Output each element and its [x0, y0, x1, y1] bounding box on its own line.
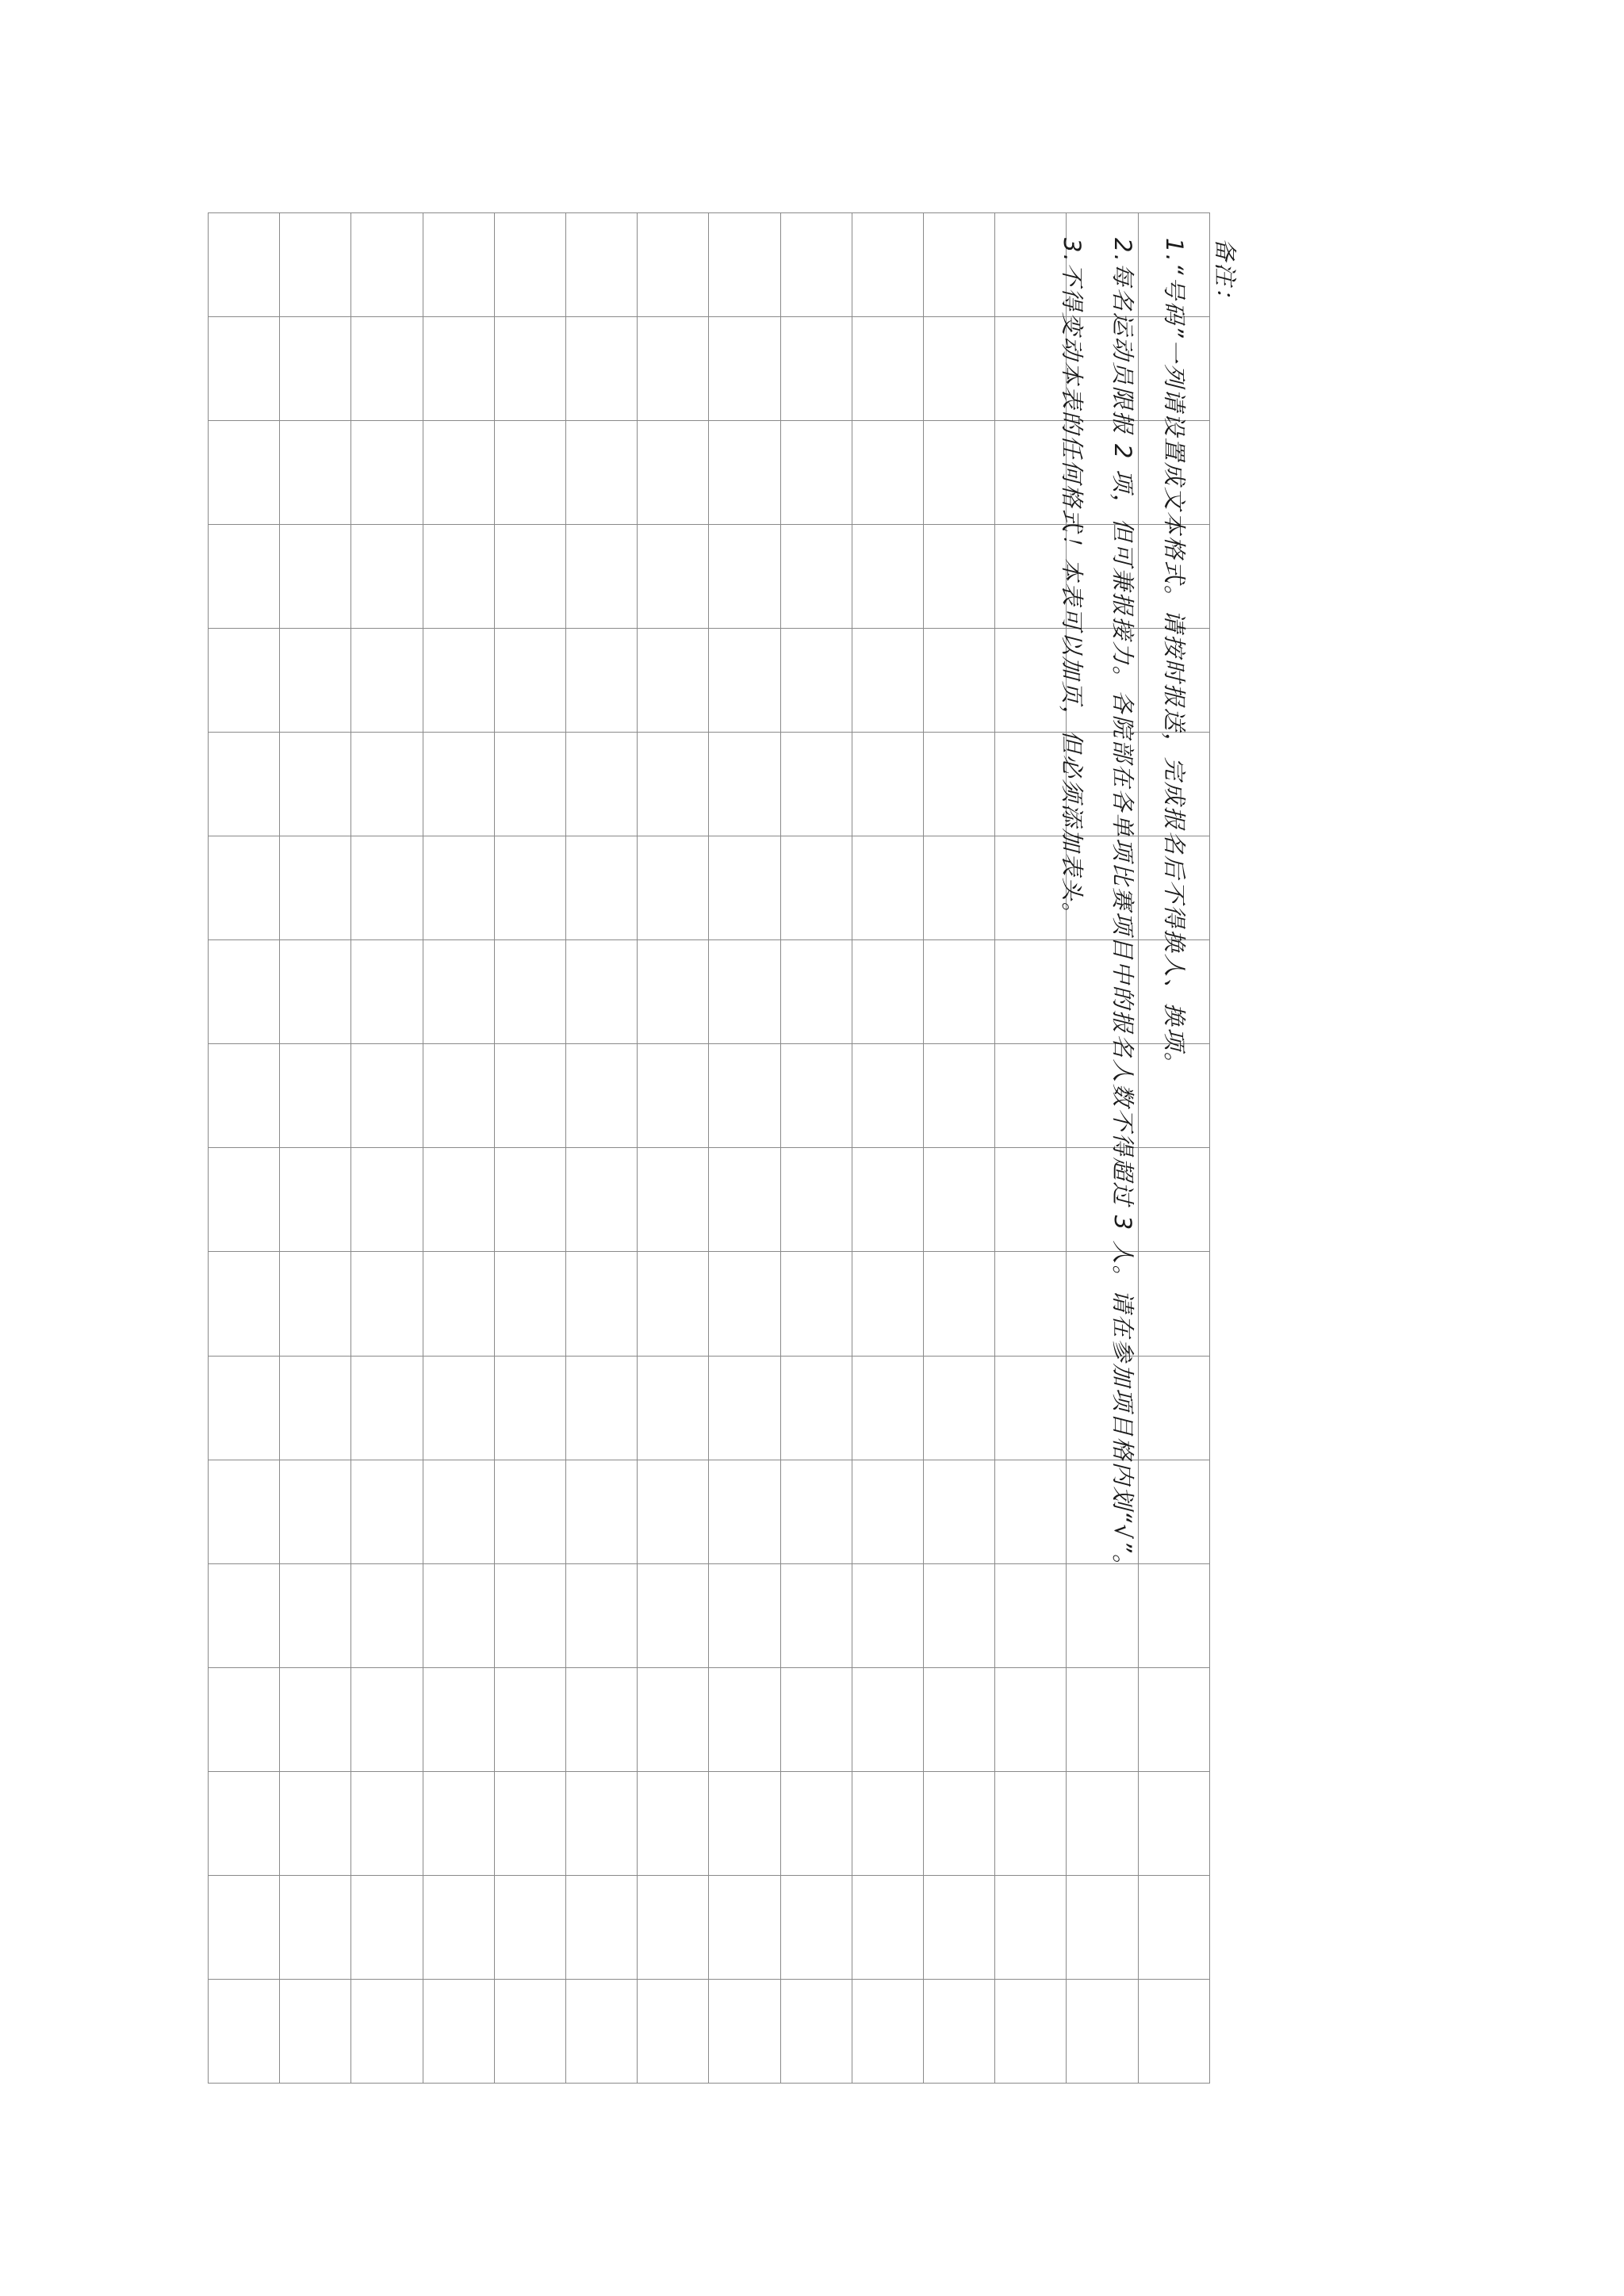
grid-cell[interactable]	[494, 940, 565, 1044]
grid-cell[interactable]	[1067, 1979, 1138, 2083]
grid-cell[interactable]	[280, 525, 351, 629]
grid-cell[interactable]	[709, 940, 780, 1044]
grid-cell[interactable]	[280, 629, 351, 733]
grid-cell[interactable]	[852, 1252, 923, 1356]
grid-cell[interactable]	[351, 1979, 423, 2083]
grid-cell[interactable]	[709, 629, 780, 733]
grid-cell[interactable]	[709, 1044, 780, 1148]
grid-cell[interactable]	[351, 1563, 423, 1667]
grid-cell[interactable]	[351, 1356, 423, 1460]
grid-cell[interactable]	[780, 1875, 852, 1979]
grid-cell[interactable]	[423, 525, 494, 629]
grid-cell[interactable]	[709, 1667, 780, 1771]
grid-cell[interactable]	[280, 1667, 351, 1771]
grid-cell[interactable]	[852, 1667, 923, 1771]
grid-cell[interactable]	[780, 629, 852, 733]
grid-cell[interactable]	[566, 1460, 638, 1563]
grid-cell[interactable]	[638, 1044, 709, 1148]
grid-cell[interactable]	[852, 1148, 923, 1252]
grid-cell[interactable]	[709, 1148, 780, 1252]
grid-cell[interactable]	[494, 1979, 565, 2083]
grid-cell[interactable]	[351, 1044, 423, 1148]
grid-cell[interactable]	[566, 733, 638, 836]
grid-cell[interactable]	[209, 213, 280, 317]
grid-cell[interactable]	[423, 733, 494, 836]
grid-cell[interactable]	[423, 1044, 494, 1148]
grid-cell[interactable]	[209, 1356, 280, 1460]
grid-cell[interactable]	[709, 317, 780, 421]
grid-cell[interactable]	[351, 1667, 423, 1771]
grid-cell[interactable]	[566, 1044, 638, 1148]
grid-cell[interactable]	[423, 629, 494, 733]
grid-cell[interactable]	[780, 1979, 852, 2083]
grid-cell[interactable]	[423, 1563, 494, 1667]
grid-cell[interactable]	[638, 940, 709, 1044]
grid-cell[interactable]	[494, 1356, 565, 1460]
grid-cell[interactable]	[494, 1667, 565, 1771]
grid-cell[interactable]	[209, 1667, 280, 1771]
grid-cell[interactable]	[709, 1252, 780, 1356]
grid-cell[interactable]	[280, 1252, 351, 1356]
notes-label: 备注：	[1212, 238, 1239, 312]
grid-cell[interactable]	[494, 525, 565, 629]
grid-cell[interactable]	[351, 836, 423, 940]
grid-cell[interactable]	[566, 1667, 638, 1771]
grid-cell[interactable]	[280, 1875, 351, 1979]
grid-cell[interactable]	[780, 213, 852, 317]
grid-cell[interactable]	[709, 836, 780, 940]
grid-cell[interactable]	[280, 421, 351, 525]
grid-cell[interactable]	[780, 1460, 852, 1563]
grid-cell[interactable]	[423, 1148, 494, 1252]
grid-cell[interactable]	[280, 1460, 351, 1563]
grid-cell[interactable]	[780, 1044, 852, 1148]
grid-cell[interactable]	[638, 1252, 709, 1356]
grid-cell[interactable]	[780, 525, 852, 629]
notes-block	[975, 238, 1237, 1966]
grid-cell[interactable]	[566, 1875, 638, 1979]
grid-cell[interactable]	[280, 1771, 351, 1875]
grid-cell[interactable]	[566, 629, 638, 733]
grid-cell[interactable]	[566, 213, 638, 317]
grid-cell[interactable]	[209, 1979, 280, 2083]
grid-cell[interactable]	[280, 1979, 351, 2083]
grid-cell[interactable]	[566, 1563, 638, 1667]
grid-cell[interactable]	[209, 629, 280, 733]
grid-cell[interactable]	[780, 836, 852, 940]
note-item-1: 1.“号码”一列请设置成文本格式。请按时报送，完成报名后不得换人、换项。	[1160, 238, 1188, 1077]
grid-cell[interactable]	[780, 1771, 852, 1875]
grid-cell[interactable]	[852, 940, 923, 1044]
grid-cell[interactable]	[423, 1356, 494, 1460]
grid-cell[interactable]	[423, 1979, 494, 2083]
grid-cell[interactable]	[280, 1148, 351, 1252]
grid-cell[interactable]	[638, 733, 709, 836]
grid-cell[interactable]	[638, 1563, 709, 1667]
grid-cell[interactable]	[709, 421, 780, 525]
grid-cell[interactable]	[638, 1979, 709, 2083]
grid-cell[interactable]	[494, 1252, 565, 1356]
grid-cell[interactable]	[209, 1148, 280, 1252]
grid-cell[interactable]	[638, 836, 709, 940]
grid-cell[interactable]	[280, 940, 351, 1044]
grid-cell[interactable]	[852, 213, 923, 317]
grid-cell[interactable]	[780, 1148, 852, 1252]
grid-cell[interactable]	[209, 1460, 280, 1563]
grid-cell[interactable]	[423, 421, 494, 525]
grid-cell[interactable]	[780, 1563, 852, 1667]
grid-cell[interactable]	[638, 1875, 709, 1979]
grid-cell[interactable]	[852, 1044, 923, 1148]
grid-cell[interactable]	[852, 1356, 923, 1460]
grid-cell[interactable]	[423, 836, 494, 940]
grid-cell[interactable]	[566, 317, 638, 421]
grid-cell[interactable]	[995, 1979, 1067, 2083]
grid-cell[interactable]	[566, 1771, 638, 1875]
grid-cell[interactable]	[351, 629, 423, 733]
grid-cell[interactable]	[638, 1771, 709, 1875]
grid-cell[interactable]	[566, 836, 638, 940]
grid-cell[interactable]	[852, 836, 923, 940]
grid-cell[interactable]	[351, 1460, 423, 1563]
grid-cell[interactable]	[780, 733, 852, 836]
grid-cell[interactable]	[494, 421, 565, 525]
grid-cell[interactable]	[280, 1563, 351, 1667]
grid-cell[interactable]	[566, 421, 638, 525]
grid-cell[interactable]	[852, 1875, 923, 1979]
grid-cell[interactable]	[638, 213, 709, 317]
grid-cell[interactable]	[638, 317, 709, 421]
grid-cell[interactable]	[638, 629, 709, 733]
grid-cell[interactable]	[209, 1563, 280, 1667]
grid-cell[interactable]	[280, 317, 351, 421]
grid-cell[interactable]	[638, 1460, 709, 1563]
grid-cell[interactable]	[423, 1875, 494, 1979]
grid-cell[interactable]	[780, 940, 852, 1044]
grid-cell[interactable]	[494, 213, 565, 317]
grid-cell[interactable]	[852, 1979, 923, 2083]
grid-cell[interactable]	[709, 1979, 780, 2083]
grid-cell[interactable]	[494, 629, 565, 733]
grid-cell[interactable]	[780, 1356, 852, 1460]
grid-cell[interactable]	[351, 1148, 423, 1252]
grid-cell[interactable]	[638, 525, 709, 629]
grid-cell[interactable]	[494, 1044, 565, 1148]
grid-cell[interactable]	[351, 1771, 423, 1875]
grid-cell[interactable]	[566, 1979, 638, 2083]
grid-cell[interactable]	[852, 733, 923, 836]
grid-cell[interactable]	[709, 1563, 780, 1667]
grid-cell[interactable]	[423, 213, 494, 317]
grid-cell[interactable]	[566, 1252, 638, 1356]
grid-cell[interactable]	[209, 1771, 280, 1875]
grid-cell[interactable]	[351, 1875, 423, 1979]
grid-cell[interactable]	[423, 317, 494, 421]
grid-cell[interactable]	[494, 836, 565, 940]
grid-cell[interactable]	[780, 1667, 852, 1771]
grid-cell[interactable]	[638, 1148, 709, 1252]
grid-cell[interactable]	[852, 1771, 923, 1875]
grid-cell[interactable]	[494, 1563, 565, 1667]
grid-cell[interactable]	[280, 1044, 351, 1148]
grid-cell[interactable]	[209, 525, 280, 629]
grid-cell[interactable]	[709, 1356, 780, 1460]
grid-cell[interactable]	[280, 733, 351, 836]
grid-cell[interactable]	[709, 213, 780, 317]
grid-cell[interactable]	[852, 525, 923, 629]
grid-cell[interactable]	[423, 1252, 494, 1356]
grid-cell[interactable]	[566, 525, 638, 629]
grid-cell[interactable]	[1138, 1979, 1209, 2083]
grid-cell[interactable]	[209, 421, 280, 525]
grid-cell[interactable]	[709, 1771, 780, 1875]
grid-cell[interactable]	[780, 317, 852, 421]
note-item-3: 3.不得变动本表的任何格式！本表可以加页，但必须添加表头。	[1058, 238, 1086, 927]
grid-cell[interactable]	[351, 421, 423, 525]
grid-cell[interactable]	[709, 1875, 780, 1979]
grid-cell[interactable]	[209, 317, 280, 421]
grid-cell[interactable]	[852, 421, 923, 525]
grid-cell[interactable]	[852, 1563, 923, 1667]
grid-cell[interactable]	[852, 629, 923, 733]
table-row	[209, 1979, 1210, 2083]
grid-cell[interactable]	[852, 317, 923, 421]
grid-cell[interactable]	[494, 1460, 565, 1563]
grid-cell[interactable]	[209, 1044, 280, 1148]
grid-cell[interactable]	[209, 1252, 280, 1356]
grid-cell[interactable]	[494, 733, 565, 836]
grid-cell[interactable]	[351, 213, 423, 317]
grid-cell[interactable]	[638, 1667, 709, 1771]
grid-cell[interactable]	[351, 1252, 423, 1356]
grid-cell[interactable]	[280, 836, 351, 940]
grid-cell[interactable]	[280, 1356, 351, 1460]
grid-cell[interactable]	[494, 317, 565, 421]
grid-cell[interactable]	[924, 1979, 995, 2083]
grid-cell[interactable]	[709, 525, 780, 629]
grid-cell[interactable]	[494, 1148, 565, 1252]
grid-cell[interactable]	[494, 1771, 565, 1875]
grid-cell[interactable]	[709, 1460, 780, 1563]
grid-cell[interactable]	[566, 1356, 638, 1460]
grid-cell[interactable]	[209, 1875, 280, 1979]
grid-cell[interactable]	[780, 421, 852, 525]
grid-cell[interactable]	[351, 317, 423, 421]
grid-cell[interactable]	[209, 733, 280, 836]
grid-cell[interactable]	[566, 1148, 638, 1252]
grid-cell[interactable]	[494, 1875, 565, 1979]
grid-cell[interactable]	[852, 1460, 923, 1563]
grid-cell[interactable]	[423, 1667, 494, 1771]
grid-cell[interactable]	[780, 1252, 852, 1356]
grid-cell[interactable]	[209, 940, 280, 1044]
grid-cell[interactable]	[280, 213, 351, 317]
grid-cell[interactable]	[638, 421, 709, 525]
grid-cell[interactable]	[638, 1356, 709, 1460]
grid-cell[interactable]	[351, 525, 423, 629]
grid-cell[interactable]	[423, 940, 494, 1044]
grid-cell[interactable]	[351, 940, 423, 1044]
grid-cell[interactable]	[423, 1460, 494, 1563]
note-item-2: 2.每名运动员限报 2 项，但可兼报接力。各院部在各单项比赛项目中的报名人数不得超过 3 人。请在参加项目格内划“√”。	[1109, 238, 1137, 1578]
grid-cell[interactable]	[423, 1771, 494, 1875]
grid-cell[interactable]	[566, 940, 638, 1044]
grid-cell[interactable]	[209, 836, 280, 940]
grid-cell[interactable]	[351, 733, 423, 836]
grid-cell[interactable]	[709, 733, 780, 836]
